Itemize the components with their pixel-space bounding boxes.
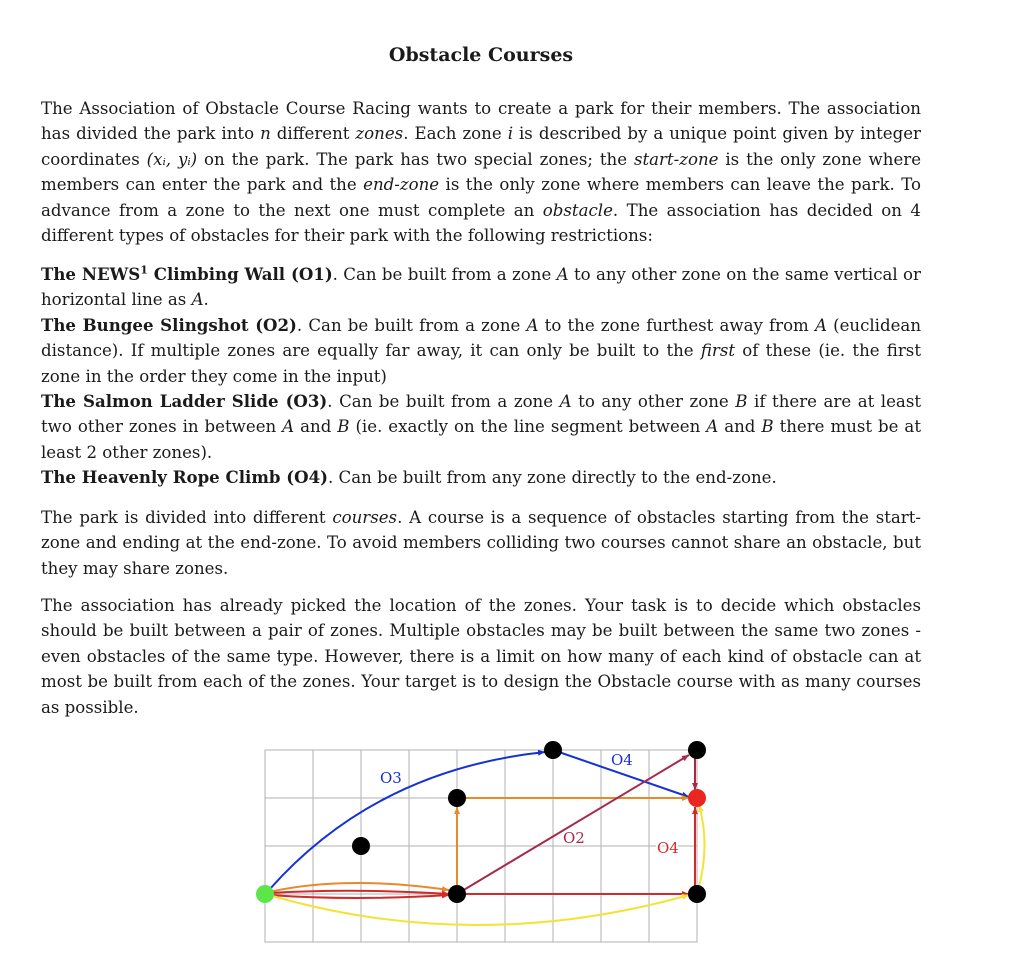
- zone: [448, 789, 466, 807]
- label-o4-top: O4: [611, 751, 633, 769]
- zone-start: [256, 885, 274, 903]
- zone: [352, 837, 370, 855]
- zone: [688, 741, 706, 759]
- page-title: Obstacle Courses: [388, 44, 574, 66]
- zone: [688, 885, 706, 903]
- courses-paragraph: The park is divided into different courses. A course is a sequence of obstacles starting from the start-zone and ending at the end-zone. To avoid members colliding two courses cannot share an obstacle, but they may share zones.: [41, 508, 921, 578]
- obstacle-o4: The Heavenly Rope Climb (O4). Can be built from any zone directly to the end-zone.: [41, 467, 777, 488]
- intro-paragraph: The Association of Obstacle Course Racing wants to create a park for their members. The association has divided the park into n different zones. Each zone i is described by a unique point given by integer coordinates (xᵢ, yᵢ) on the park. The park has two special zones; the start-zone is the only zone where members can enter the park and the end-zone is the only zone where members can leave the park. To advance from a zone to the next one must complete an obstacle. The association has decided on 4 different types of obstacles for their park with the following restrictions:: [41, 99, 922, 246]
- task-paragraph: The association has already picked the location of the zones. Your task is to decide which obstacles should be built between a pair of zones. Multiple obstacles may be built between the same two zones - even obstacles of the same type. However, there is a limit on how many of each kind of obstacle can at most be built from each of the zones. Your target is to design the Obstacle course with as many courses as possible.: [41, 596, 921, 717]
- obstacle-definitions: [41, 262, 921, 491]
- obstacle-course-figure: [255, 735, 715, 954]
- obstacle-o1: The NEWS$^1$ Climbing Wall (O1). Can be built from a zone A to any other zone on the same vertical or horizontal line as A.: [41, 263, 921, 310]
- edge-yellow-bottom: [269, 895, 689, 925]
- zone: [448, 885, 466, 903]
- zone: [544, 741, 562, 759]
- edge-o2-crimson: [457, 755, 689, 894]
- grid: [265, 750, 697, 942]
- obstacle-o2: The Bungee Slingshot (O2). Can be built from a zone A to the zone furthest away from A (euclidean distance). If multiple zones are equally far away, it can only be built to the first of these (ie. the first zone in the order they come in the input): [41, 314, 922, 386]
- label-o2: O2: [563, 829, 585, 847]
- obstacle-o3: The Salmon Ladder Slide (O3). Can be built from a zone A to any other zone B if there are at least two other zones in between A and B (ie. exactly on the line segment between A and B there must be at least 2 other zones).: [41, 391, 922, 462]
- zone-end: [688, 789, 706, 807]
- edge-o3-blue: [269, 752, 545, 890]
- label-o3: O3: [380, 769, 402, 787]
- course-diagram: [255, 735, 715, 950]
- footnote-marker: 1: [140, 263, 148, 277]
- edge-yellow-right: [697, 805, 705, 894]
- edge-red-2: [269, 895, 449, 898]
- label-o4-right: O4: [657, 839, 679, 857]
